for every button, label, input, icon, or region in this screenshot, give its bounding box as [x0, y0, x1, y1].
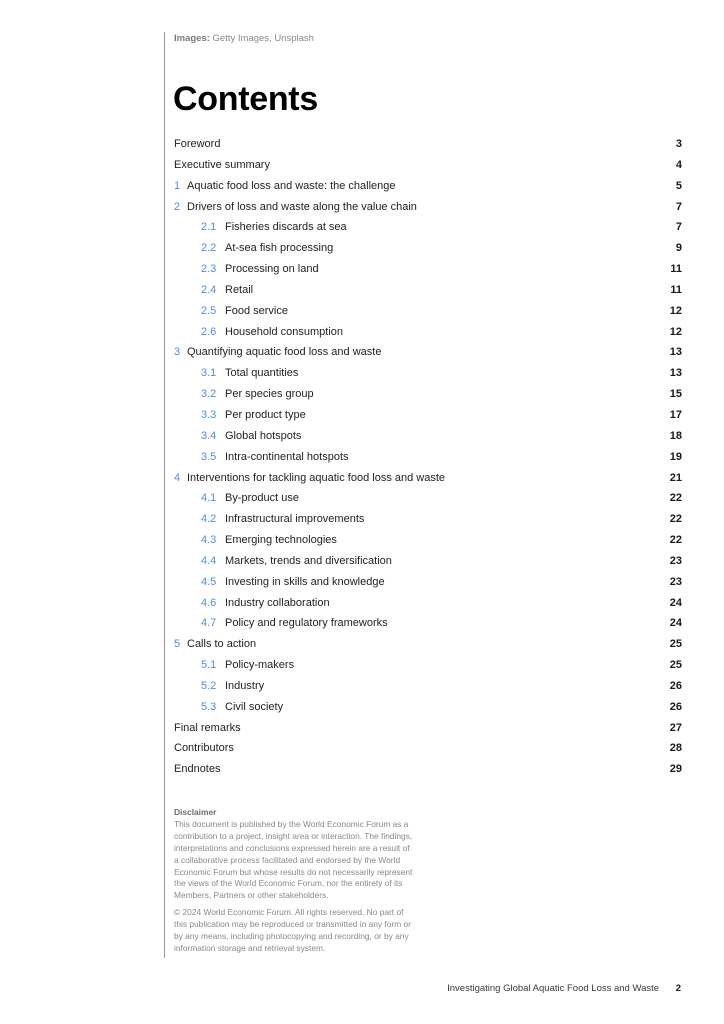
toc-entry[interactable]	[174, 155, 682, 176]
toc-entry-label: Executive summary	[174, 158, 270, 171]
toc-entry-page: 11	[670, 263, 682, 276]
toc-entry[interactable]	[174, 738, 682, 759]
margin-rule	[164, 32, 165, 958]
toc-entry-page: 24	[669, 617, 682, 630]
toc-entry-number: 3.2	[201, 388, 217, 401]
toc-entry-page: 22	[669, 492, 682, 505]
disclaimer-line: contribution to a project, insight area or interaction. The findings,	[174, 830, 413, 841]
toc-entry-label: Global hotspots	[225, 429, 302, 442]
page-footer	[447, 983, 681, 994]
disclaimer-line: Economic Forum but whose results do not necessarily represent	[174, 866, 413, 877]
toc-entry-number: 5.1	[201, 659, 217, 672]
toc-entry-label: Per product type	[225, 408, 306, 421]
toc-entry-number: 3.4	[201, 429, 217, 442]
toc-entry-page: 5	[675, 179, 682, 192]
toc-entry-number: 2.5	[201, 304, 217, 317]
toc-entry[interactable]	[174, 134, 682, 155]
toc-entry-page: 22	[669, 513, 682, 526]
toc-entry-page: 13	[669, 367, 682, 380]
toc-entry-page: 7	[675, 221, 682, 234]
image-credits	[174, 33, 314, 44]
toc-entry-label: Fisheries discards at sea	[225, 221, 347, 234]
toc-entry-label: Policy-makers	[225, 659, 295, 672]
disclaimer-line: this publication may be reproduced or transmitted in any form or	[174, 919, 411, 930]
toc-entry-label: At-sea fish processing	[225, 242, 334, 255]
toc-entry-page: 7	[675, 200, 682, 213]
toc-entry-label: Intra-continental hotspots	[225, 450, 349, 463]
toc-entry-number: 1	[174, 179, 181, 192]
toc-entry-number: 2.1	[201, 221, 217, 234]
toc-entry[interactable]	[174, 217, 682, 238]
toc-entry-page: 18	[669, 429, 682, 442]
toc-entry-page: 11	[670, 283, 682, 296]
toc-entry-page: 12	[669, 325, 682, 338]
toc-entry-label: Quantifying aquatic food loss and waste	[187, 346, 382, 359]
disclaimer-line: information storage and retrieval system.	[174, 942, 326, 953]
toc-entry[interactable]	[174, 238, 682, 259]
image-credits-label: Images:	[174, 33, 210, 44]
toc-entry-page: 26	[669, 700, 682, 713]
toc-entry-number: 5.2	[201, 679, 217, 692]
toc-entry-number: 4	[174, 471, 181, 484]
toc-entry[interactable]	[174, 447, 682, 468]
toc-entry[interactable]	[174, 634, 682, 655]
toc-entry[interactable]	[174, 593, 682, 614]
toc-entry-label: Infrastructural improvements	[225, 513, 365, 526]
disclaimer-line: a collaborative process facilitated and endorsed by the World	[174, 854, 401, 865]
toc-entry-page: 22	[669, 534, 682, 547]
toc-entry-number: 4.7	[201, 617, 217, 630]
disclaimer	[174, 807, 436, 955]
toc-entry-page: 28	[669, 742, 682, 755]
toc-entry[interactable]	[174, 530, 682, 551]
toc-entry[interactable]	[174, 301, 682, 322]
toc-entry-number: 5.3	[201, 700, 217, 713]
toc-entry-number: 5	[174, 638, 181, 651]
toc-entry-number: 4.1	[201, 492, 217, 505]
toc-entry-label: Food service	[225, 304, 288, 317]
toc-entry-label: Industry collaboration	[225, 596, 330, 609]
disclaimer-paragraph	[174, 819, 436, 902]
toc-entry-label: Household consumption	[225, 325, 344, 338]
toc-entry-number: 4.4	[201, 554, 217, 567]
toc-entry-label: Per species group	[225, 388, 314, 401]
page-title: Contents	[173, 80, 318, 118]
toc-entry[interactable]	[174, 613, 682, 634]
toc-entry[interactable]	[174, 509, 682, 530]
toc-entry[interactable]	[174, 759, 682, 780]
toc-entry-label: Retail	[225, 283, 254, 296]
toc-entry-page: 25	[669, 638, 682, 651]
toc-entry-label: Drivers of loss and waste along the value chain	[187, 200, 417, 213]
toc-entry-page: 17	[669, 408, 682, 421]
toc-entry-page: 25	[669, 659, 682, 672]
toc-entry-number: 2.4	[201, 283, 217, 296]
toc-entry-number: 4.2	[201, 513, 217, 526]
toc-entry-number: 4.6	[201, 596, 217, 609]
toc-entry[interactable]	[174, 655, 682, 676]
toc-entry[interactable]	[174, 676, 682, 697]
toc-entry-number: 3.5	[201, 450, 217, 463]
toc-entry-number: 4.3	[201, 534, 217, 547]
toc-entry-label: Interventions for tackling aquatic food loss and waste	[187, 471, 446, 484]
image-credits-text: Getty Images, Unsplash	[212, 33, 314, 44]
toc-entry-number: 3	[174, 346, 181, 359]
toc-entry-label: Processing on land	[225, 263, 319, 276]
copyright-paragraph	[174, 907, 436, 955]
footer-page-number: 2	[675, 983, 681, 994]
toc-entry[interactable]	[174, 718, 682, 739]
toc-entry-page: 4	[675, 158, 682, 171]
toc-entry-page: 9	[675, 242, 682, 255]
toc-entry-page: 23	[669, 554, 682, 567]
toc-entry-label: By-product use	[225, 492, 299, 505]
toc-entry-label: Markets, trends and diversification	[225, 554, 392, 567]
toc-entry-number: 3.1	[201, 367, 217, 380]
toc-entry[interactable]	[174, 176, 682, 197]
toc-entry-label: Emerging technologies	[225, 534, 337, 547]
toc-entry[interactable]	[174, 405, 682, 426]
toc-entry[interactable]	[174, 572, 682, 593]
toc-entry-page: 24	[669, 596, 682, 609]
toc-entry[interactable]	[174, 384, 682, 405]
toc-entry-label: Aquatic food loss and waste: the challenge	[187, 179, 396, 192]
toc-entry-label: Policy and regulatory frameworks	[225, 617, 388, 630]
toc-entry-page: 19	[669, 450, 682, 463]
toc-entry-label: Total quantities	[225, 367, 299, 380]
toc-entry-page: 27	[669, 721, 682, 734]
toc-entry-label: Endnotes	[174, 763, 221, 776]
toc-entry-page: 26	[669, 679, 682, 692]
footer-title: Investigating Global Aquatic Food Loss and Waste	[447, 983, 660, 994]
toc-entry-label: Contributors	[174, 742, 234, 755]
toc-entry[interactable]	[174, 426, 682, 447]
toc-entry-number: 2.2	[201, 242, 217, 255]
disclaimer-heading: Disclaimer	[174, 807, 217, 817]
disclaimer-line: This document is published by the World Economic Forum as a	[174, 818, 409, 829]
toc-entry[interactable]	[174, 551, 682, 572]
toc-entry-page: 29	[669, 763, 682, 776]
toc-entry[interactable]	[174, 488, 682, 509]
toc-entry-label: Calls to action	[187, 638, 257, 651]
toc-entry-number: 2	[174, 200, 181, 213]
toc-entry-number: 3.3	[201, 408, 217, 421]
toc-entry[interactable]	[174, 697, 682, 718]
disclaimer-line: the views of the World Economic Forum, nor the entirety of its	[174, 878, 403, 889]
toc-entry-label: Industry	[225, 679, 265, 692]
toc-entry-label: Civil society	[225, 700, 284, 713]
toc-entry-number: 4.5	[201, 575, 217, 588]
toc-entry-page: 23	[669, 575, 682, 588]
toc-entry[interactable]	[174, 197, 682, 218]
toc-entry[interactable]	[174, 259, 682, 280]
toc-entry-number: 2.3	[201, 263, 217, 276]
toc-entry-page: 15	[669, 388, 682, 401]
toc-entry-page: 21	[669, 471, 682, 484]
toc-entry[interactable]	[174, 280, 682, 301]
toc-entry[interactable]	[174, 468, 682, 489]
toc-entry-page: 12	[669, 304, 682, 317]
disclaimer-line: Members, Partners or other stakeholders.	[174, 890, 329, 901]
toc-entry-label: Investing in skills and knowledge	[225, 575, 385, 588]
toc-entry-page: 13	[669, 346, 682, 359]
toc-entry[interactable]	[174, 363, 682, 384]
table-of-contents	[174, 134, 682, 780]
toc-entry-label: Foreword	[174, 138, 221, 150]
disclaimer-line: interpretations and conclusions expressed herein are a result of	[174, 842, 410, 853]
disclaimer-line: © 2024 World Economic Forum. All rights reserved. No part of	[174, 907, 404, 918]
toc-entry[interactable]	[174, 322, 682, 343]
toc-entry-page: 3	[675, 138, 682, 150]
disclaimer-line: by any means, including photocopying and recording, or by any	[174, 931, 409, 942]
toc-entry-label: Final remarks	[174, 721, 241, 734]
toc-entry-number: 2.6	[201, 325, 217, 338]
toc-entry[interactable]	[174, 342, 682, 363]
